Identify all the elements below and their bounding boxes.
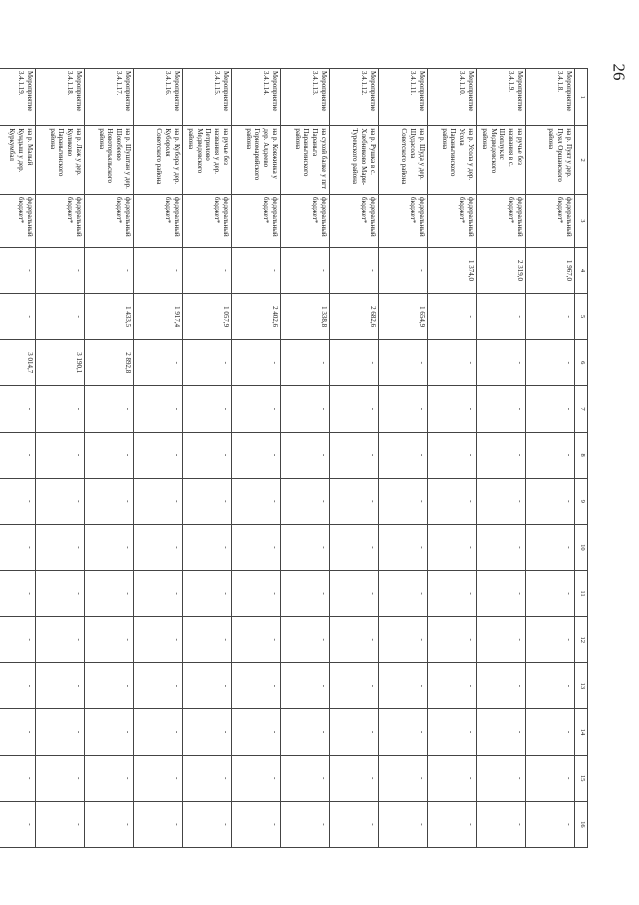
amount-cell: - [183,478,232,524]
amount-cell: - [36,709,85,755]
amount-cell: 1 057,9 [183,294,232,340]
column-header: 10 [575,524,588,570]
amount-cell: - [428,340,477,386]
amount-cell: - [36,663,85,709]
amount-cell: - [281,478,330,524]
amount-cell: - [232,478,281,524]
amount-cell: - [477,340,526,386]
amount-cell: - [0,386,36,432]
column-header: 8 [575,432,588,478]
column-header: 15 [575,755,588,801]
amount-cell: - [477,801,526,847]
amount-cell: - [36,524,85,570]
measure-description-cell: на ручье без названия у дер. Петрилово Медведевского района [183,126,232,194]
amount-cell: - [232,570,281,616]
amount-cell: - [428,709,477,755]
amount-cell: - [183,524,232,570]
amount-cell: - [379,663,428,709]
funding-source-cell: федеральный бюджет* [134,194,183,247]
amount-cell: - [0,801,36,847]
amount-cell: - [36,617,85,663]
amount-cell: - [526,663,575,709]
amount-cell: 2 892,8 [85,340,134,386]
funding-source-cell: федеральный бюджет* [477,194,526,247]
amount-cell: - [330,340,379,386]
amount-cell: - [232,617,281,663]
amount-cell: - [134,663,183,709]
amount-cell: - [330,755,379,801]
amount-cell: - [428,524,477,570]
amount-cell: - [330,709,379,755]
amount-cell: - [379,617,428,663]
amount-cell: - [36,755,85,801]
amount-cell: - [428,478,477,524]
amount-cell: - [0,755,36,801]
amount-cell: - [232,340,281,386]
column-header: 13 [575,663,588,709]
amount-cell: - [134,617,183,663]
amount-cell: - [134,478,183,524]
amount-cell: - [379,801,428,847]
amount-cell: - [232,755,281,801]
amount-cell: - [526,524,575,570]
amount-cell: - [477,663,526,709]
amount-cell: - [134,709,183,755]
table-row [428,69,477,848]
funding-source-cell: федеральный бюджет* [232,194,281,247]
table-row [379,69,428,848]
amount-cell: - [330,247,379,293]
amount-cell: - [428,294,477,340]
amount-cell: - [379,340,428,386]
amount-cell: - [526,294,575,340]
table-row [0,69,36,848]
measure-description-cell: на р. Малый Кундыш у дер. Куркумбал [0,126,36,194]
measure-code-cell: Мероприятие 3.4.1.18. [36,69,85,126]
column-header: 14 [575,709,588,755]
amount-cell: - [0,709,36,755]
column-header: 7 [575,386,588,432]
amount-cell: - [36,478,85,524]
amount-cell: - [477,524,526,570]
amount-cell: - [134,340,183,386]
amount-cell: - [526,755,575,801]
amount-cell: - [183,432,232,478]
amount-cell: 1 967,0 [526,247,575,293]
amount-cell: 1 433,5 [85,294,134,340]
measure-code-cell: Мероприятие 3.4.1.11. [379,69,428,126]
amount-cell: - [428,570,477,616]
amount-cell: - [36,294,85,340]
amount-cell: - [379,570,428,616]
funding-source-cell: федеральный бюджет* [330,194,379,247]
amount-cell: - [183,801,232,847]
measure-code-cell: Мероприятие 3.4.1.14. [232,69,281,126]
measure-code-cell: Мероприятие 3.4.1.15. [183,69,232,126]
measure-code-cell: Мероприятие 3.4.1.9. [477,69,526,126]
amount-cell: 1 338,8 [281,294,330,340]
column-header: 16 [575,801,588,847]
amount-cell: - [134,755,183,801]
table-body [0,69,575,848]
amount-cell: - [183,247,232,293]
amount-cell: - [379,386,428,432]
amount-cell: - [85,570,134,616]
amount-cell: - [428,386,477,432]
amount-cell: - [36,801,85,847]
funding-source-cell: федеральный бюджет* [36,194,85,247]
amount-cell: - [183,340,232,386]
amount-cell: - [477,294,526,340]
amount-cell: - [330,524,379,570]
amount-cell: - [428,755,477,801]
amount-cell: 1 917,4 [134,294,183,340]
amount-cell: - [85,801,134,847]
column-header: 9 [575,478,588,524]
amount-cell: - [85,617,134,663]
amount-cell: - [134,524,183,570]
column-header: 12 [575,617,588,663]
table-row [281,69,330,848]
amount-cell: - [477,570,526,616]
funding-source-cell: федеральный бюджет* [281,194,330,247]
amount-cell: - [330,386,379,432]
amount-cell: - [0,570,36,616]
column-header: 5 [575,294,588,340]
measure-description-cell: на р. Ковжинка у дер. Алдеево Горномарийского района [232,126,281,194]
amount-cell: - [85,247,134,293]
amount-cell: - [134,432,183,478]
table-row [36,69,85,848]
amount-cell: 1 654,9 [379,294,428,340]
amount-cell: - [232,709,281,755]
amount-cell: - [477,709,526,755]
amount-cell: - [379,247,428,293]
table-row [183,69,232,848]
amount-cell: - [281,247,330,293]
amount-cell: - [281,570,330,616]
measure-description-cell: на р. Рушка в с. Хлебниково Мари-Турекского района [330,126,379,194]
amount-cell: - [330,801,379,847]
funding-source-cell: федеральный бюджет* [428,194,477,247]
amount-cell: - [183,617,232,663]
measure-code-cell: Мероприятие 3.4.1.10. [428,69,477,126]
amount-cell: 3 014,7 [0,340,36,386]
measure-code-cell: Мероприятие 3.4.1.12. [330,69,379,126]
funding-source-cell: федеральный бюджет* [379,194,428,247]
amount-cell: - [281,340,330,386]
amount-cell: - [0,663,36,709]
amount-cell: - [0,478,36,524]
table-header-row [575,69,588,848]
amount-cell: - [85,755,134,801]
amount-cell: - [330,570,379,616]
budget-table [0,68,588,848]
table-row [85,69,134,848]
amount-cell: - [281,663,330,709]
amount-cell: - [428,663,477,709]
amount-cell: - [0,524,36,570]
amount-cell: - [183,386,232,432]
amount-cell: - [85,524,134,570]
amount-cell: - [526,386,575,432]
measure-description-cell: на р. Усола у дер. Усола Параньгинского района [428,126,477,194]
column-header: 2 [575,126,588,194]
column-header: 6 [575,340,588,386]
rotated-page [8,68,588,848]
funding-source-cell: федеральный бюджет* [0,194,36,247]
amount-cell: - [281,524,330,570]
amount-cell: - [134,801,183,847]
measure-code-cell: Мероприятие 3.4.1.16. [134,69,183,126]
amount-cell: 3 190,1 [36,340,85,386]
amount-cell: - [477,617,526,663]
measure-code-cell: Мероприятие 3.4.1.19. [0,69,36,126]
measure-code-cell: Мероприятие 3.4.1.13. [281,69,330,126]
amount-cell: - [526,570,575,616]
amount-cell: - [330,663,379,709]
table-row [477,69,526,848]
amount-cell: - [36,247,85,293]
amount-cell: - [36,386,85,432]
measure-code-cell: Мероприятие 3.4.1.17. [85,69,134,126]
measure-description-cell: на сухой балке у пгт Параньга Параньгинского района [281,126,330,194]
amount-cell: - [85,432,134,478]
amount-cell: - [85,709,134,755]
column-header: 4 [575,247,588,293]
amount-cell: - [232,432,281,478]
amount-cell: - [232,524,281,570]
amount-cell: - [183,709,232,755]
amount-cell: - [36,432,85,478]
amount-cell: - [330,617,379,663]
amount-cell: 2 319,0 [477,247,526,293]
measure-code-cell: Мероприятие 3.4.1.8. [526,69,575,126]
amount-cell: - [477,386,526,432]
funding-source-cell: федеральный бюджет* [526,194,575,247]
funding-source-cell: федеральный бюджет* [85,194,134,247]
amount-cell: 2 682,6 [330,294,379,340]
column-header: 1 [575,69,588,126]
page-number: 26 [609,63,629,81]
table-row [330,69,379,848]
amount-cell: - [281,432,330,478]
amount-cell: 2 402,6 [232,294,281,340]
amount-cell: - [526,478,575,524]
amount-cell: - [477,478,526,524]
amount-cell: - [281,755,330,801]
amount-cell: - [85,478,134,524]
amount-cell: - [281,709,330,755]
amount-cell: - [526,340,575,386]
amount-cell: - [36,570,85,616]
column-header: 11 [575,570,588,616]
amount-cell: - [526,432,575,478]
amount-cell: - [85,663,134,709]
amount-cell: - [379,709,428,755]
amount-cell: - [428,617,477,663]
measure-description-cell: на р. Пуят у дер. Пуял Оршанского района [526,126,575,194]
table-row [526,69,575,848]
amount-cell: - [134,570,183,616]
amount-cell: - [232,801,281,847]
amount-cell: - [281,617,330,663]
amount-cell: - [232,247,281,293]
amount-cell: - [281,801,330,847]
amount-cell: - [0,294,36,340]
amount-cell: - [183,570,232,616]
amount-cell: 1 374,0 [428,247,477,293]
amount-cell: - [134,247,183,293]
funding-source-cell: федеральный бюджет* [183,194,232,247]
amount-cell: - [330,478,379,524]
measure-description-cell: на р. Шуда у дер. Шудасола Советского района [379,126,428,194]
amount-cell: - [526,617,575,663]
amount-cell: - [379,432,428,478]
column-header: 3 [575,194,588,247]
amount-cell: - [477,755,526,801]
measure-description-cell: на р. Лаж у дер. Куликово Параньгинского района [36,126,85,194]
amount-cell: - [379,478,428,524]
measure-description-cell: на ручье без названия в с. Шоплуклс Медведевского района [477,126,526,194]
amount-cell: - [330,432,379,478]
amount-cell: - [183,755,232,801]
amount-cell: - [477,432,526,478]
amount-cell: - [85,386,134,432]
table-row [232,69,281,848]
amount-cell: - [0,617,36,663]
amount-cell: - [428,801,477,847]
amount-cell: - [526,801,575,847]
amount-cell: - [134,386,183,432]
table-row [134,69,183,848]
amount-cell: - [232,663,281,709]
amount-cell: - [379,755,428,801]
amount-cell: - [0,247,36,293]
amount-cell: - [379,524,428,570]
amount-cell: - [526,709,575,755]
amount-cell: - [281,386,330,432]
measure-description-cell: на р. Кубора у дер. Кубороля Советского района [134,126,183,194]
amount-cell: - [232,386,281,432]
amount-cell: - [0,432,36,478]
amount-cell: - [183,663,232,709]
amount-cell: - [428,432,477,478]
measure-description-cell: на р. Шуштан у дер. Шоюбеево Новоторъяльского района [85,126,134,194]
